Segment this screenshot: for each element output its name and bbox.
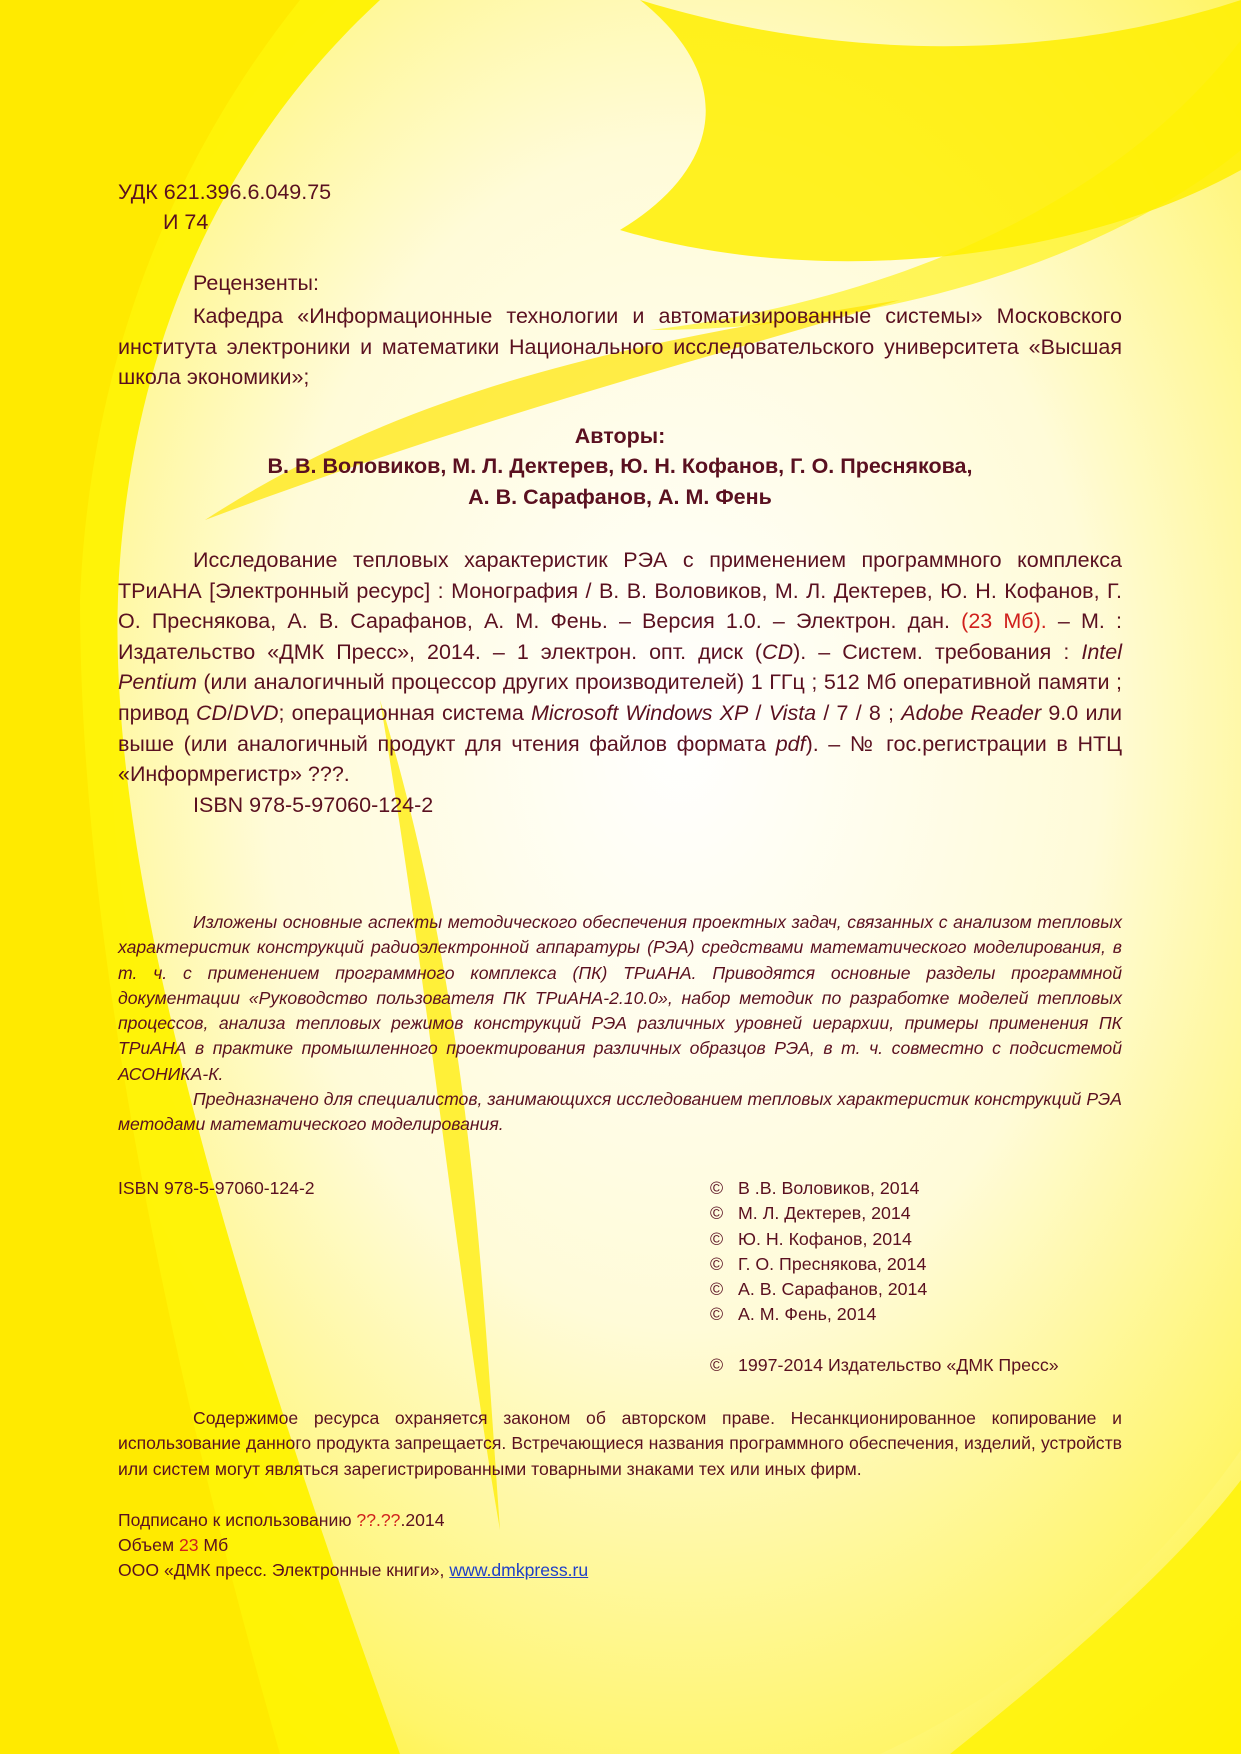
isbn-line: ISBN 978-5-97060-124-2 [193, 793, 434, 817]
abstract-paragraph-2: Предназначено для специалистов, занимающихся исследованием тепловых характеристик конструкций РЭА методами математического моделирования. [118, 1089, 1122, 1135]
publisher-line: ООО «ДМК пресс. Электронные книги», www.dmkpress.ru [118, 1560, 589, 1580]
copyright-item: © Ю. Н. Кофанов, 2014 [710, 1228, 912, 1249]
copyright-item: © А. В. Сарафанов, 2014 [710, 1279, 928, 1300]
publisher-website-link[interactable]: www.dmkpress.ru [449, 1560, 589, 1580]
copyright-item: © А. М. Фень, 2014 [710, 1304, 877, 1325]
abstract-paragraph-1: Изложены основные аспекты методического обеспечения проектных задач, связанных с анализом тепловых характеристик конструкций радиоэлектронной аппаратуры (РЭА) средствами математического моделирования, в т. ч. с применением программного комплекса (ПК) ТРиАНА. Приводятся основные разделы программной документации «Руководство пользователя ПК ТРиАНА-2.10.0», набор методик по разработке моделей тепловых процессов, анализа тепловых режимов конструкций РЭА различных уровней иерархии, примеры применения ПК ТРиАНА в практике промышленного проектирования различных образцов РЭА, в т. ч. совместно с подсистемой АСОНИКА-К. [118, 912, 1122, 1084]
copyright-list [710, 1176, 1059, 1378]
reviewers-label: Рецензенты: [193, 271, 319, 295]
signed-line: Подписано к использованию ??.??.2014 [118, 1510, 445, 1530]
copyright-item: © В .В. Воловиков, 2014 [710, 1178, 920, 1198]
authors-label: Авторы: [574, 424, 666, 448]
legal-notice: Содержимое ресурса охраняется законом об авторском праве. Несанкционированное копирование и использование данного продукта запрещается. Встречающиеся названия программного обеспечения, изделий, устройств или систем могут являться зарегистрированными товарными знаками тех или иных фирм. [118, 1408, 1122, 1479]
volume-line: Объем 23 Мб [118, 1535, 229, 1555]
author-mark: И 74 [163, 210, 209, 234]
document-page [118, 0, 1122, 1754]
publisher-copyright: © 1997-2014 Издательство «ДМК Пресс» [710, 1354, 1059, 1375]
authors-line-1: В. В. Воловиков, М. Л. Дектерев, Ю. Н. Кофанов, Г. О. Преснякова, [267, 454, 973, 478]
copyright-item: © Г. О. Преснякова, 2014 [710, 1253, 927, 1274]
copyright-item: © М. Л. Дектерев, 2014 [710, 1203, 911, 1224]
udk-code: УДК 621.396.6.049.75 [118, 180, 332, 204]
reviewers-text: Кафедра «Информационные технологии и автоматизированные системы» Московского института электроники и математики Национального исследовательского университета «Высшая школа экономики»; [118, 304, 1122, 390]
authors-line-2: А. В. Сарафанов, А. М. Фень [468, 485, 772, 509]
isbn-footer: ISBN 978-5-97060-124-2 [118, 1178, 315, 1198]
bibliographic-description: Исследование тепловых характеристик РЭА с применением программного комплекса ТРиАНА [Электронный ресурс] : Монография / В. В. Воловиков, М. Л. Дектерев, Ю. Н. Кофанов, Г. О. Преснякова, А. В. Сарафанов, А. М. Фень. – Версия 1.0. – Электрон. дан. (23 Мб). – М. : Издательство «ДМК Пресс», 2014. – 1 электрон. опт. диск (CD). – Систем. требования : Intel Pentium (или аналогичный процессор других производителей) 1 ГГц ; 512 Мб оперативной памяти ; привод CD/DVD; операционная система Microsoft Windows XP / Vista / 7 / 8 ; Adobe Reader 9.0 или выше (или аналогичный продукт для чтения файлов формата pdf). – № гос.регистрации в НТЦ «Информрегистр» ???. [118, 548, 1123, 787]
